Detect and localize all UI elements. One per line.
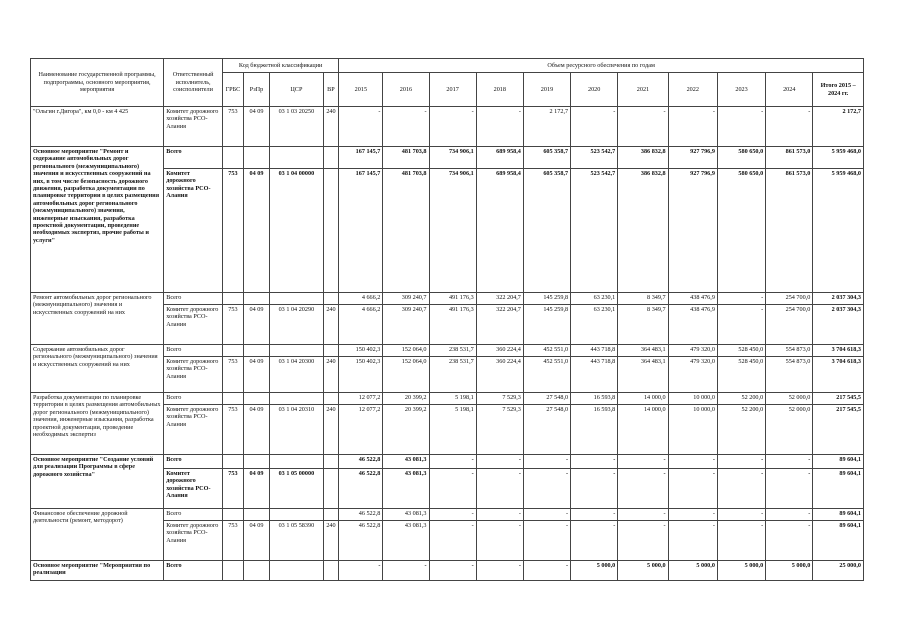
header-csr: ЦСР [270,73,323,107]
row-rzpr-cell: 04 09 [243,305,269,345]
row-csr-cell [270,509,323,521]
row-total-cell: 25 000,0 [813,561,864,581]
table-row [31,147,864,169]
row-name-cell: Основное мероприятие "Создание условий для реализации Программы в сфере дорожного хозяйства" [31,455,164,509]
row-value-cell: 927 796,9 [668,147,717,169]
row-grbs-cell [222,345,243,357]
row-value-cell: 8 349,7 [618,305,668,345]
row-name-cell: Финансовое обеспечение дорожной деятельности (ремонт, методорот) [31,509,164,561]
row-rzpr-cell [243,509,269,521]
table-row [31,509,864,521]
row-vr-cell [323,509,339,521]
row-value-cell: 254 700,0 [766,305,813,345]
row-value-cell: 52 000,0 [766,405,813,455]
row-csr-cell: 03 1 05 58390 [270,521,323,561]
row-value-cell: 46 522,8 [339,521,383,561]
row-value-cell: 16 593,8 [571,405,618,455]
row-value-cell: 927 796,9 [668,169,717,293]
row-value-cell: 20 399,2 [383,405,429,455]
row-executor-cell: Комитет дорожного хозяйства РСО-Алания [164,357,223,393]
row-value-cell: 46 522,8 [339,509,383,521]
row-value-cell: - [429,509,476,521]
row-value-cell: 309 240,7 [383,293,429,305]
row-total-cell: 89 604,1 [813,521,864,561]
row-value-cell: 5 198,1 [429,393,476,405]
row-executor-cell: Всего [164,509,223,521]
row-value-cell: 4 666,2 [339,305,383,345]
row-value-cell: - [668,107,717,147]
header-year: 2020 [571,73,618,107]
header-vr: ВР [323,73,339,107]
row-value-cell: 689 958,4 [476,147,523,169]
row-value-cell: 481 703,8 [383,147,429,169]
table-row [31,561,864,581]
row-value-cell: - [339,107,383,147]
table-row [31,455,864,469]
header-year: 2023 [717,73,765,107]
row-value-cell: - [476,455,523,469]
row-value-cell: - [618,107,668,147]
row-rzpr-cell: 04 09 [243,107,269,147]
row-value-cell: 5 198,1 [429,405,476,455]
row-value-cell: - [717,107,765,147]
row-executor-cell: Комитет дорожного хозяйства РСО-Алания [164,469,223,509]
row-value-cell: 491 176,3 [429,293,476,305]
row-value-cell: - [668,509,717,521]
row-value-cell: - [429,455,476,469]
row-value-cell: - [571,455,618,469]
row-value-cell: 322 204,7 [476,305,523,345]
row-value-cell: - [717,469,765,509]
row-value-cell: 27 548,0 [523,405,570,455]
row-value-cell: 523 542,7 [571,169,618,293]
row-value-cell: 14 000,0 [618,405,668,455]
row-grbs-cell: 753 [222,521,243,561]
row-value-cell: - [383,561,429,581]
row-vr-cell: 240 [323,405,339,455]
row-executor-cell: Всего [164,293,223,305]
row-value-cell: 309 240,7 [383,305,429,345]
row-value-cell: - [766,509,813,521]
row-csr-cell [270,455,323,469]
row-value-cell: - [668,455,717,469]
row-vr-cell: 240 [323,357,339,393]
row-value-cell: 238 531,7 [429,345,476,357]
row-value-cell: 52 200,0 [717,393,765,405]
header-row-1 [31,59,864,73]
row-grbs-cell [222,147,243,169]
row-grbs-cell [222,293,243,305]
row-value-cell: 16 593,8 [571,393,618,405]
row-grbs-cell: 753 [222,469,243,509]
row-grbs-cell: 753 [222,107,243,147]
row-value-cell: 5 000,0 [571,561,618,581]
row-value-cell: - [717,509,765,521]
row-value-cell: - [571,521,618,561]
row-value-cell: - [618,509,668,521]
header-year: 2017 [429,73,476,107]
row-csr-cell: 03 1 05 00000 [270,469,323,509]
header-year: 2018 [476,73,523,107]
row-value-cell: - [717,455,765,469]
row-value-cell: 10 000,0 [668,393,717,405]
row-executor-cell: Всего [164,147,223,169]
row-total-cell: 217 545,5 [813,393,864,405]
row-value-cell: 605 358,7 [523,147,570,169]
row-total-cell: 217 545,5 [813,405,864,455]
row-rzpr-cell [243,293,269,305]
table-body [31,107,864,581]
row-total-cell: 5 959 468,0 [813,147,864,169]
row-vr-cell: 240 [323,521,339,561]
row-value-cell: - [766,521,813,561]
row-csr-cell [270,345,323,357]
row-value-cell: - [383,107,429,147]
row-executor-cell: Всего [164,561,223,581]
row-name-cell: Ремонт автомобильных дорог регионального (межмуниципального) значения и искусственных сооружений на них [31,293,164,345]
row-value-cell: 438 476,9 [668,305,717,345]
row-value-cell: - [668,521,717,561]
row-value-cell: 861 573,0 [766,147,813,169]
row-grbs-cell [222,393,243,405]
row-value-cell: 7 529,3 [476,393,523,405]
row-total-cell: 89 604,1 [813,455,864,469]
row-value-cell: 4 666,2 [339,293,383,305]
row-value-cell: 528 450,0 [717,345,765,357]
row-value-cell: 145 259,8 [523,305,570,345]
row-vr-cell: 240 [323,107,339,147]
row-value-cell: 12 077,2 [339,405,383,455]
row-value-cell: 12 077,2 [339,393,383,405]
row-total-cell: 2 172,7 [813,107,864,147]
row-value-cell: 554 873,0 [766,357,813,393]
row-total-cell: 89 604,1 [813,469,864,509]
row-value-cell: - [766,107,813,147]
row-value-cell: 46 522,8 [339,455,383,469]
row-value-cell: - [339,561,383,581]
row-value-cell: 5 000,0 [717,561,765,581]
row-value-cell: - [668,469,717,509]
row-value-cell: 63 230,1 [571,305,618,345]
row-csr-cell: 03 1 04 00000 [270,169,323,293]
row-vr-cell [323,293,339,305]
row-value-cell: - [429,521,476,561]
header-executor: Ответственный исполнитель, соисполнители [164,59,223,107]
row-executor-cell: Всего [164,455,223,469]
row-value-cell: 238 531,7 [429,357,476,393]
row-value-cell: 5 000,0 [766,561,813,581]
row-value-cell: 479 320,0 [668,357,717,393]
row-executor-cell: Комитет дорожного хозяйства РСО-Алания [164,405,223,455]
row-rzpr-cell [243,345,269,357]
row-executor-cell: Комитет дорожного хозяйства РСО-Алания [164,107,223,147]
row-total-cell: 5 959 468,0 [813,169,864,293]
row-name-cell: Основное мероприятие "Мероприятия по реализации [31,561,164,581]
row-value-cell: - [618,521,668,561]
row-value-cell: - [717,521,765,561]
row-name-cell: Разработка документации по планировке территории в целях размещения автомобильных дорог регионального (межмуниципального) значения, инженерные изыскания, разработка проектной документации, проведение необходимых экспертиз [31,393,164,455]
row-value-cell: 580 650,0 [717,169,765,293]
row-value-cell: - [717,293,765,305]
row-value-cell: - [523,521,570,561]
row-executor-cell: Всего [164,393,223,405]
row-name-cell: "Ольгин г.Дигора", км 0,0 - км 4 425 [31,107,164,147]
row-value-cell: 360 224,4 [476,357,523,393]
row-value-cell: 150 402,3 [339,357,383,393]
row-value-cell: - [476,521,523,561]
row-name-cell: Основное мероприятие "Ремонт и содержание автомобильных дорог регионального (межмуниципального) значения и искусственных сооружений на них, в том числе безопасность дорожного движения, разработка документации по планировке территории в целях размещения автомобильных дорог регионального (межмуниципального) значения, инженерные изыскания, разработка проектной документации, проведение необходимых экспертиз, прочие работы и услуги" [31,147,164,293]
row-rzpr-cell: 04 09 [243,405,269,455]
row-value-cell: 5 000,0 [618,561,668,581]
row-value-cell: 443 718,8 [571,357,618,393]
header-year: 2024 [766,73,813,107]
row-value-cell: 14 000,0 [618,393,668,405]
row-executor-cell: Комитет дорожного хозяйства РСО-Алания [164,169,223,293]
row-value-cell: 523 542,7 [571,147,618,169]
header-volume: Объем ресурсного обеспечения по годам [339,59,864,73]
row-value-cell: 528 450,0 [717,357,765,393]
row-rzpr-cell [243,147,269,169]
row-value-cell: - [717,305,765,345]
row-vr-cell [323,345,339,357]
header-year: 2021 [618,73,668,107]
header-year: 2016 [383,73,429,107]
row-value-cell: 145 259,8 [523,293,570,305]
row-value-cell: 8 349,7 [618,293,668,305]
row-value-cell: 27 548,0 [523,393,570,405]
row-value-cell: - [618,455,668,469]
row-value-cell: 491 176,3 [429,305,476,345]
row-value-cell: 386 832,8 [618,169,668,293]
row-value-cell: - [618,469,668,509]
table-row [31,107,864,147]
header-year: 2015 [339,73,383,107]
budget-table-sheet [30,58,864,593]
row-csr-cell: 03 1 04 20310 [270,405,323,455]
row-csr-cell: 03 1 04 20300 [270,357,323,393]
row-value-cell: 452 551,0 [523,345,570,357]
row-rzpr-cell [243,561,269,581]
row-value-cell: 43 081,3 [383,469,429,509]
row-executor-cell: Всего [164,345,223,357]
row-grbs-cell: 753 [222,305,243,345]
table-row [31,393,864,405]
row-csr-cell [270,561,323,581]
row-value-cell: 10 000,0 [668,405,717,455]
row-value-cell: 734 906,1 [429,147,476,169]
row-value-cell: 52 000,0 [766,393,813,405]
row-vr-cell [323,169,339,293]
row-grbs-cell: 753 [222,169,243,293]
row-value-cell: 481 703,8 [383,169,429,293]
row-total-cell: 3 704 618,3 [813,357,864,393]
row-value-cell: 364 483,1 [618,357,668,393]
row-value-cell: 46 522,8 [339,469,383,509]
row-value-cell: 152 064,0 [383,357,429,393]
row-value-cell: 554 873,0 [766,345,813,357]
budget-table [30,58,864,581]
row-value-cell: - [571,107,618,147]
row-value-cell: 167 145,7 [339,169,383,293]
row-name-cell: Содержание автомобильных дорог регионального (межмуниципального) значения и искусственных сооружений на них [31,345,164,393]
row-value-cell: - [429,107,476,147]
header-total: Итого 2015 – 2024 гг. [813,73,864,107]
row-value-cell: - [766,469,813,509]
table-row [31,293,864,305]
row-value-cell: 63 230,1 [571,293,618,305]
row-value-cell: 734 906,1 [429,169,476,293]
row-csr-cell [270,147,323,169]
row-value-cell: - [766,455,813,469]
row-value-cell: 254 700,0 [766,293,813,305]
table-row [31,345,864,357]
row-grbs-cell: 753 [222,405,243,455]
row-value-cell: - [476,561,523,581]
row-value-cell: 167 145,7 [339,147,383,169]
row-value-cell: 43 081,3 [383,521,429,561]
row-value-cell: - [476,469,523,509]
row-total-cell: 3 704 618,3 [813,345,864,357]
row-grbs-cell [222,455,243,469]
row-value-cell: 43 081,3 [383,455,429,469]
row-vr-cell [323,469,339,509]
header-budget-code: Код бюджетной классификации [222,59,338,73]
row-value-cell: 861 573,0 [766,169,813,293]
row-rzpr-cell: 04 09 [243,357,269,393]
row-value-cell: 689 958,4 [476,169,523,293]
header-grbs: ГРБС [222,73,243,107]
header-name: Наименование государственной программы, подпрограммы, основного мероприятия, мероприятия [31,59,164,107]
row-total-cell: 2 037 304,3 [813,305,864,345]
row-rzpr-cell [243,455,269,469]
row-value-cell: - [571,509,618,521]
row-value-cell: 438 476,9 [668,293,717,305]
row-csr-cell: 03 1 03 20250 [270,107,323,147]
row-value-cell: - [429,469,476,509]
row-rzpr-cell: 04 09 [243,469,269,509]
row-value-cell: 360 224,4 [476,345,523,357]
header-rzpr: РзПр [243,73,269,107]
row-executor-cell: Комитет дорожного хозяйства РСО-Алания [164,521,223,561]
row-rzpr-cell [243,393,269,405]
row-grbs-cell [222,561,243,581]
row-value-cell: 479 320,0 [668,345,717,357]
row-value-cell: 364 483,1 [618,345,668,357]
row-rzpr-cell: 04 09 [243,521,269,561]
row-vr-cell: 240 [323,305,339,345]
row-total-cell: 2 037 304,3 [813,293,864,305]
header-year: 2019 [523,73,570,107]
row-total-cell: 89 604,1 [813,509,864,521]
row-value-cell: - [523,561,570,581]
row-value-cell: 52 200,0 [717,405,765,455]
row-rzpr-cell: 04 09 [243,169,269,293]
row-value-cell: - [523,509,570,521]
row-value-cell: - [523,455,570,469]
row-value-cell: - [571,469,618,509]
row-value-cell: - [476,509,523,521]
row-value-cell: 386 832,8 [618,147,668,169]
row-vr-cell [323,147,339,169]
row-value-cell: 452 551,0 [523,357,570,393]
row-csr-cell: 03 1 04 20290 [270,305,323,345]
header-year: 2022 [668,73,717,107]
row-value-cell: 152 064,0 [383,345,429,357]
row-executor-cell: Комитет дорожного хозяйства РСО-Алания [164,305,223,345]
row-csr-cell [270,393,323,405]
row-value-cell: 5 000,0 [668,561,717,581]
row-value-cell: 322 204,7 [476,293,523,305]
row-vr-cell [323,561,339,581]
row-grbs-cell: 753 [222,357,243,393]
row-value-cell: 605 358,7 [523,169,570,293]
row-value-cell: 443 718,8 [571,345,618,357]
row-grbs-cell [222,509,243,521]
row-value-cell: 150 402,3 [339,345,383,357]
row-vr-cell [323,455,339,469]
row-vr-cell [323,393,339,405]
row-value-cell: - [476,107,523,147]
row-csr-cell [270,293,323,305]
row-value-cell: - [429,561,476,581]
row-value-cell: 580 650,0 [717,147,765,169]
row-value-cell: 20 399,2 [383,393,429,405]
row-value-cell: 43 081,3 [383,509,429,521]
row-value-cell: 7 529,3 [476,405,523,455]
row-value-cell: - [523,469,570,509]
row-value-cell: 2 172,7 [523,107,570,147]
